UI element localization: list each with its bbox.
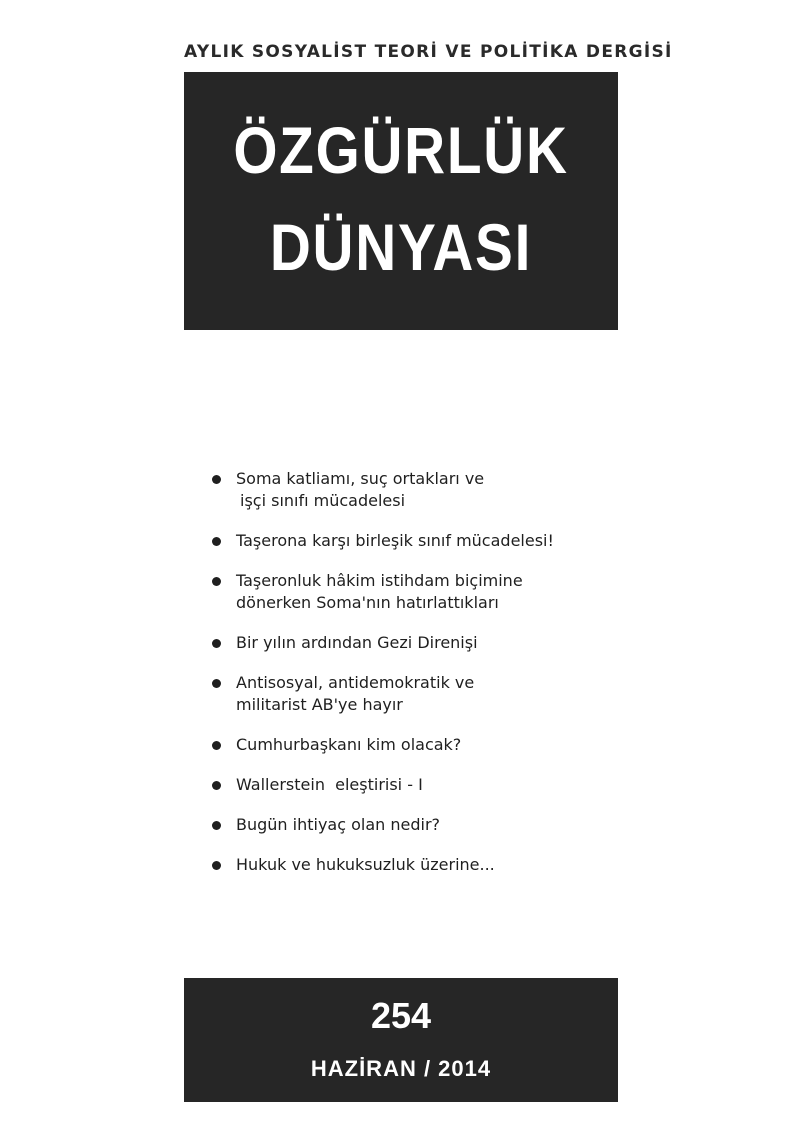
bullet-icon: [212, 679, 221, 688]
bullet-icon: [212, 781, 221, 790]
toc-item: [210, 814, 630, 836]
toc-item-text: Taşeronluk hâkim istihdam biçimine: [236, 571, 523, 590]
issue-number: 254: [370, 995, 432, 1036]
bullet-icon: [212, 475, 221, 484]
table-of-contents: [210, 468, 630, 894]
toc-item-text: Bugün ihtiyaç olan nedir?: [236, 815, 441, 834]
toc-item-text: militarist AB'ye hayır: [236, 695, 403, 714]
toc-item: [210, 632, 630, 654]
toc-item: [210, 570, 630, 614]
toc-item-text: Wallerstein eleştirisi - I: [236, 775, 423, 794]
toc-item-text: Bir yılın ardından Gezi Direnişi: [236, 633, 478, 652]
toc-item: [210, 468, 630, 512]
toc-item: [210, 774, 630, 796]
toc-item-text: Taşerona karşı birleşik sınıf mücadelesi!: [236, 531, 554, 550]
bullet-icon: [212, 821, 221, 830]
toc-item: [210, 734, 630, 756]
bullet-icon: [212, 741, 221, 750]
issue-info-block: [184, 978, 618, 1102]
toc-item-text: işçi sınıfı mücadelesi: [240, 491, 406, 510]
magazine-title-line-1: ÖZGÜRLÜK: [233, 113, 569, 187]
magazine-subtitle: AYLIK SOSYALİST TEORİ VE POLİTİKA DERGİSİ: [184, 42, 673, 62]
magazine-title-line-2: DÜNYASI: [269, 210, 533, 284]
bullet-icon: [212, 861, 221, 870]
bullet-icon: [212, 577, 221, 586]
bullet-icon: [212, 639, 221, 648]
bullet-icon: [212, 537, 221, 546]
issue-date: HAZİRAN / 2014: [310, 1056, 492, 1081]
toc-item: [210, 854, 630, 876]
toc-item-text: Hukuk ve hukuksuzluk üzerine...: [236, 855, 495, 874]
title-block: [184, 72, 618, 330]
toc-item-text: dönerken Soma'nın hatırlattıkları: [236, 593, 499, 612]
toc-item-text: Antisosyal, antidemokratik ve: [236, 673, 475, 692]
toc-item: [210, 530, 630, 552]
toc-item: [210, 672, 630, 716]
toc-item-text: Soma katliamı, suç ortakları ve: [236, 469, 485, 488]
toc-item-text: Cumhurbaşkanı kim olacak?: [236, 735, 462, 754]
